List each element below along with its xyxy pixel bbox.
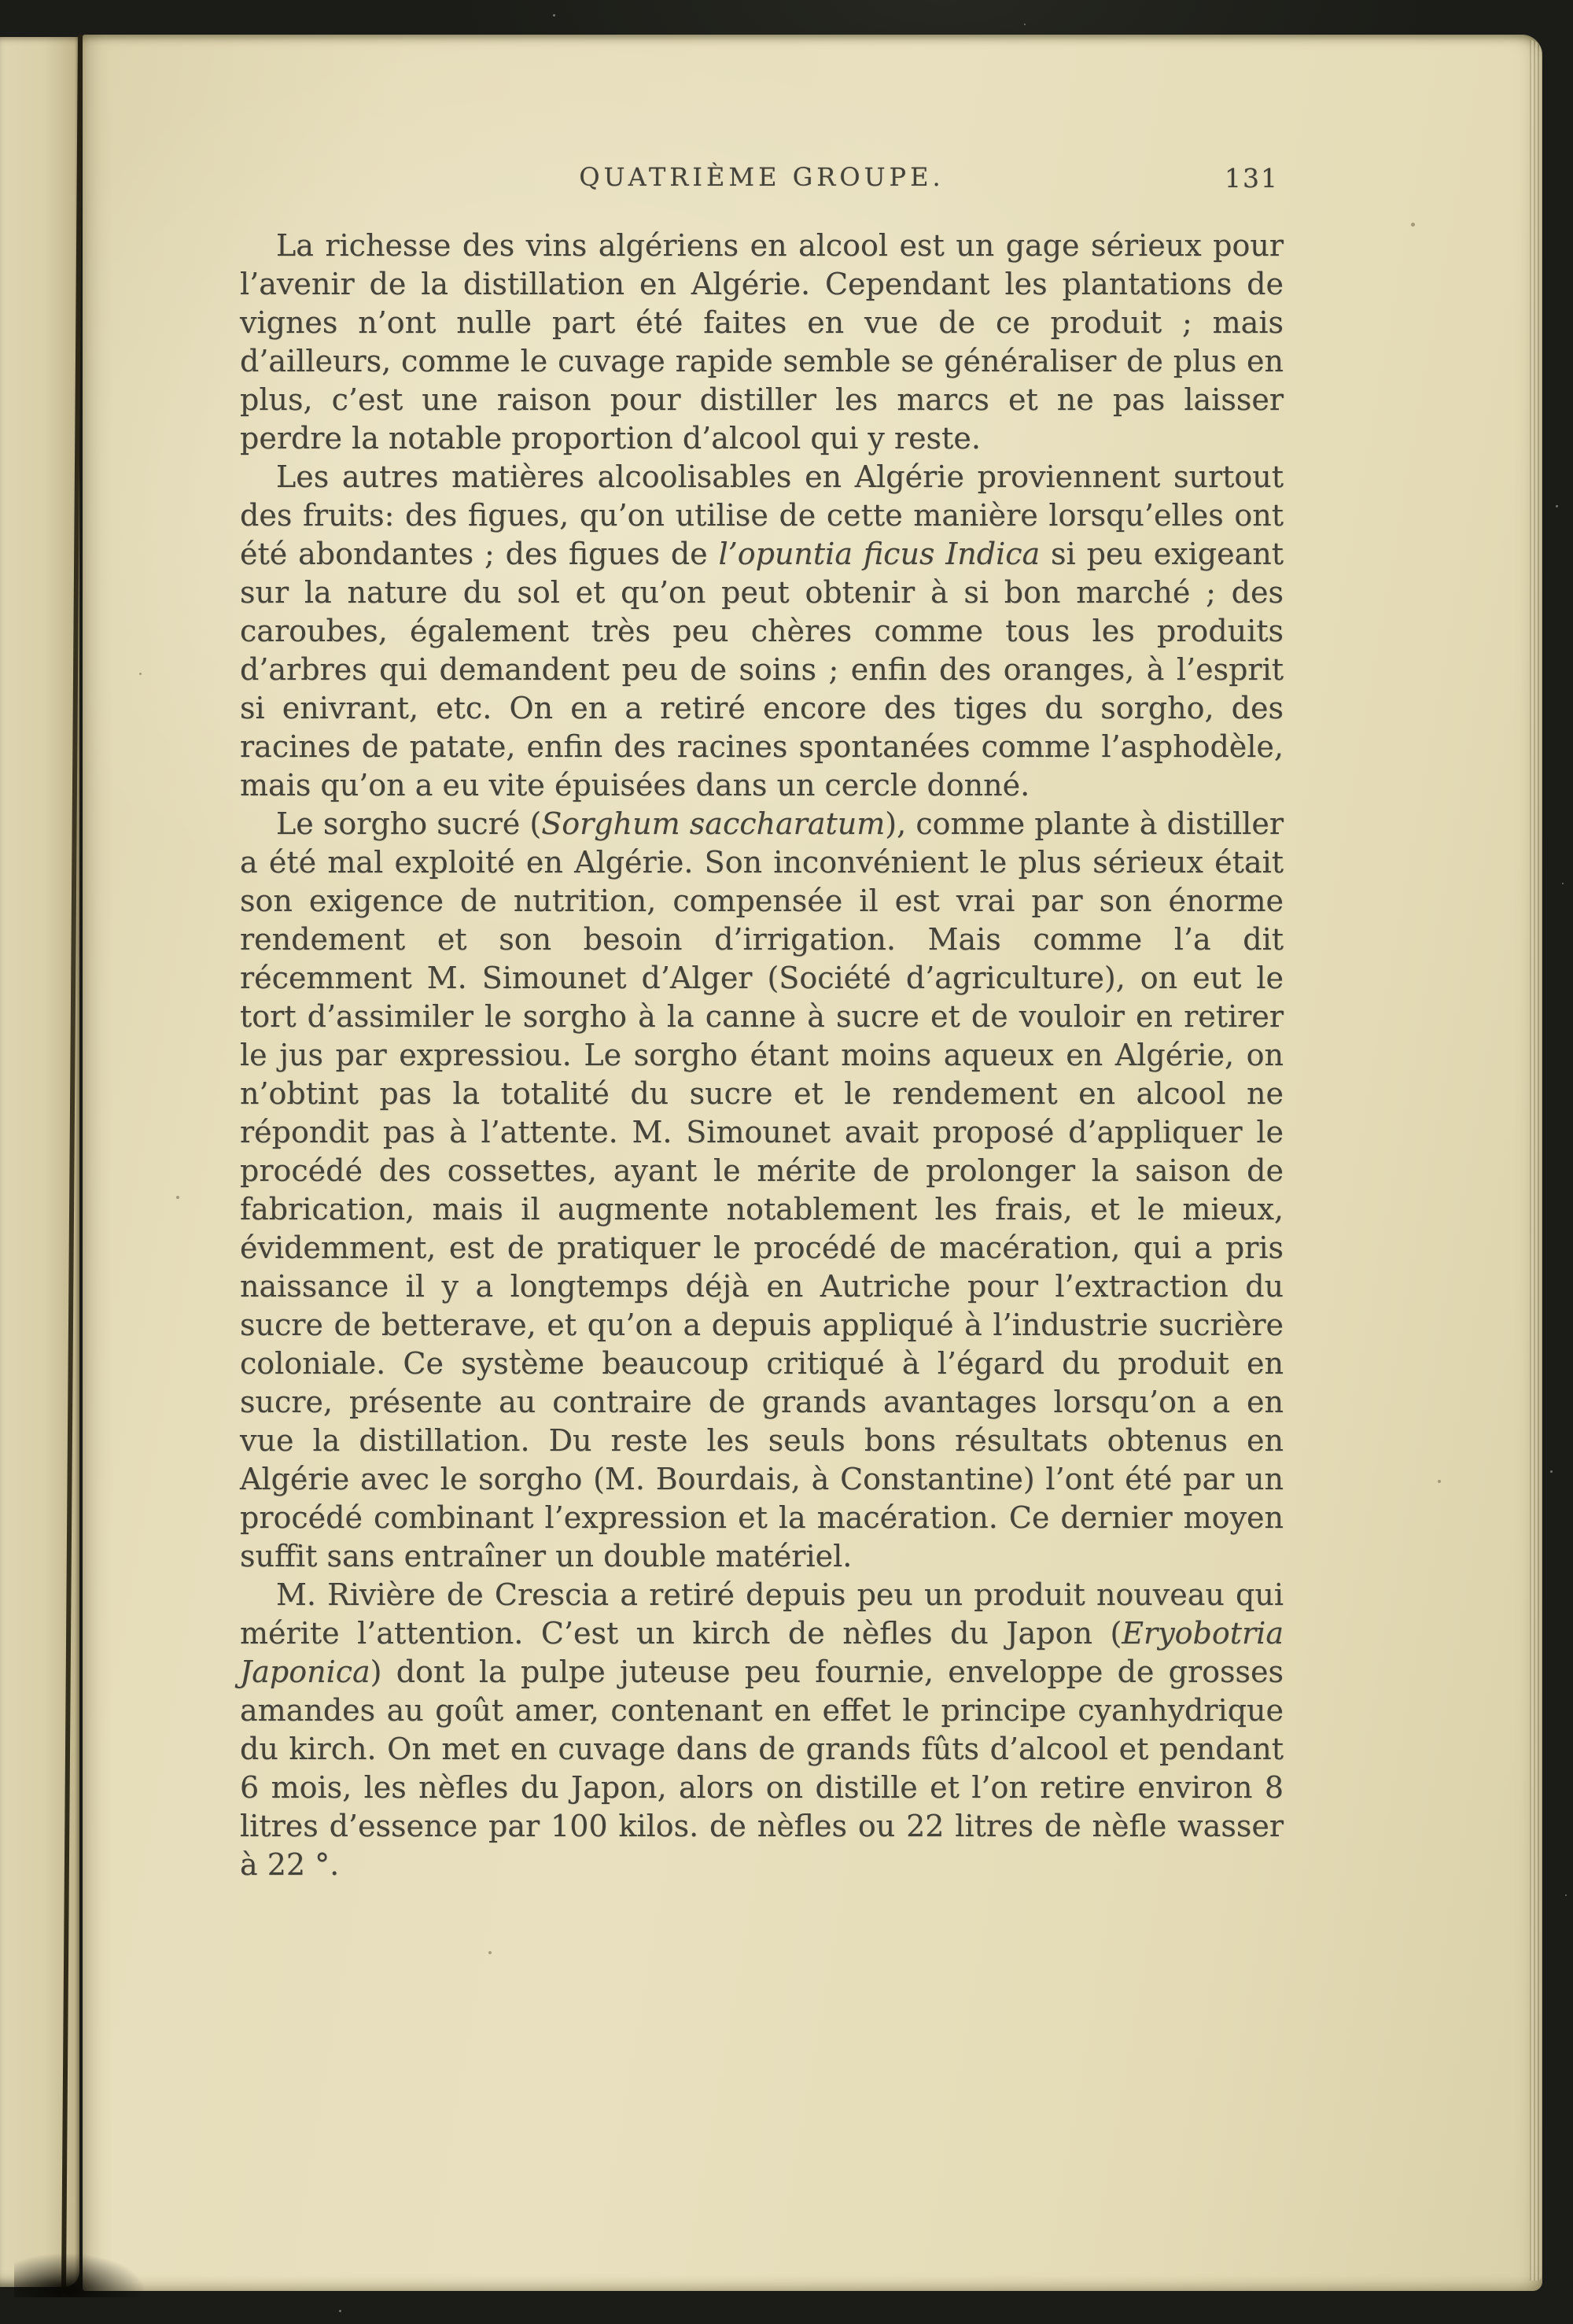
dust-speck xyxy=(553,14,555,17)
page-edge-stack xyxy=(1530,40,1542,2281)
foxing-spot xyxy=(176,1196,179,1199)
foxing-spot xyxy=(1438,1480,1441,1483)
text-segment: La richesse des vins algériens en alcool est un gage sérieux pour l’avenir de la distillation en Algérie. Cependant les plantations de vignes n’ont nulle part été faites en vue de ce produit ; mais d’ailleurs, comme le cuvage rapide semble se généraliser de plus en plus, c’est une raison pour distiller les marcs et ne pas laisser perdre la notable proportion d’alcool qui y reste. xyxy=(240,228,1284,456)
page-header-title: QUATRIÈME GROUPE. xyxy=(579,162,945,192)
dust-speck xyxy=(1550,1470,1553,1473)
dust-speck xyxy=(1556,505,1558,507)
text-segment: si peu exigeant sur la nature du sol et qu’on peut obtenir à si bon marché ; des caroubes, également très peu chères comme tous les produits d’arbres qui demandent peu de soins ; enfin des oranges, à l’esprit si enivrant, etc. On en a retiré encore des tiges du sorgho, des racines de patate, enfin des racines spontanées comme l’asphodèle, mais qu’on a eu vite épuisées dans un cercle donné. xyxy=(240,537,1284,802)
paragraph xyxy=(240,227,1284,458)
species-name-italic: Sorghum saccharatum xyxy=(541,806,886,841)
dust-speck xyxy=(1562,883,1564,884)
text-block xyxy=(240,227,1284,1884)
species-name-italic: l’opuntia ficus Indica xyxy=(718,537,1041,571)
paragraph xyxy=(240,458,1284,805)
book-page xyxy=(83,35,1542,2291)
page-number: 131 xyxy=(1225,163,1279,194)
text-segment: Le sorgho sucré ( xyxy=(276,806,542,841)
foxing-spot xyxy=(1411,223,1415,227)
page-curl-shadow xyxy=(14,2252,148,2297)
text-segment: Les autres matières alcoolisables en Algérie proviennent surtout des fruits: des figues, qu’on utilise de cette manière lorsqu’elles ont été abondantes ; des figues de xyxy=(240,459,1284,571)
text-segment: ) dont la pulpe juteuse peu fournie, enveloppe de grosses amandes au goût amer, contenant en effet le principe cyanhydrique du kirch. On met en cuvage dans de grands fûts d’alcool et pendant 6 mois, les nèfles du Japon, alors on distille et l’on retire environ 8 litres d’essence par 100 kilos. de nèfles ou 22 litres de nèfle wasser à 22 °. xyxy=(240,1654,1284,1882)
foxing-spot xyxy=(139,673,142,675)
paragraph xyxy=(240,805,1284,1576)
species-name-italic: Eryobotria Japonica xyxy=(240,1616,1284,1689)
text-segment: M. Rivière de Crescia a retiré depuis peu un produit nouveau qui mérite l’attention. C’est un kirch de nèfles du Japon ( xyxy=(240,1577,1284,1651)
running-head xyxy=(240,162,1284,198)
dust-speck xyxy=(1565,1894,1567,1896)
dust-speck xyxy=(1024,24,1026,25)
dust-speck xyxy=(339,2310,341,2312)
foxing-spot xyxy=(488,1951,492,1954)
paragraph xyxy=(240,1576,1284,1884)
text-segment: ), comme plante à distiller a été mal exploité en Algérie. Son inconvénient le plus sérieux était son exigence de nutrition, compensée il est vrai par son énorme rendement et son besoin d’irrigation. Mais comme l’a dit récemment M. Simounet d’Alger (Société d’agriculture), on eut le tort d’assimiler le sorgho à la canne à sucre et de vouloir en retirer le jus par expressiou. Le sorgho étant moins aqueux en Algérie, on n’obtint pas la totalité du sucre et le rendement en alcool ne répondit pas à l’attente. M. Simounet avait proposé d’appliquer le procédé des cossettes, ayant le mérite de prolonger la saison de fabrication, mais il augmente notablement les frais, et le mieux, évidemment, est de pratiquer le procédé de macération, qui a pris naissance il y a longtemps déjà en Autriche pour l’extraction du sucre de betterave, et qu’on a depuis appliqué à l’industrie sucrière coloniale. Ce système beaucoup critiqué à l’égard du produit en sucre, présente au contraire de grands avantages lorsqu’on a en vue la distillation. Du reste les seuls bons résultats obtenus en Algérie avec le sorgho (M. Bourdais, à Constantine) l’ont été par un procédé combinant l’expression et la macération. Ce dernier moyen suffit sans entraîner un double matériel. xyxy=(240,806,1284,1573)
